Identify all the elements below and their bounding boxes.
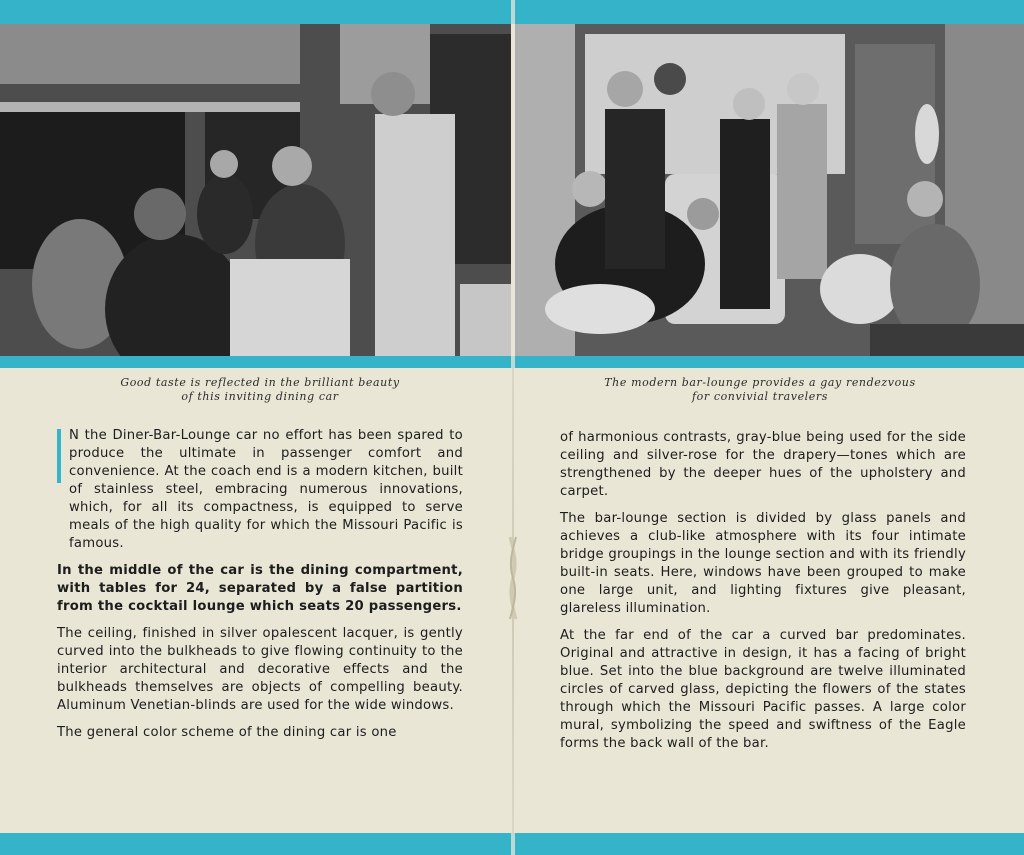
left-text-column xyxy=(57,427,463,751)
paragraph: The ceiling, finished in silver opalescent lacquer, is gently curved into the bulkheads to give flowing continuity to the interior architectural and decorative effects and the bulkheads themselves are objects of compelling beauty. Aluminum Venetian-blinds are used for the wide windows. xyxy=(57,626,463,713)
caption-line: for convivial travelers xyxy=(691,390,829,403)
caption-line: The modern bar-lounge provides a gay rendezvous xyxy=(604,376,916,389)
paragraph: In the middle of the car is the dining compartment, with tables for 24, separated by a false partition from the cocktail lounge which seats 20 passengers. xyxy=(57,563,463,614)
bar-lounge-caption xyxy=(545,376,975,404)
paragraph: The general color scheme of the dining car is one xyxy=(57,725,397,740)
caption-line: of this inviting dining car xyxy=(181,390,339,403)
right-text-column xyxy=(560,429,966,762)
bar-lounge-photo xyxy=(515,24,1024,356)
dining-car-photo xyxy=(0,24,511,356)
caption-line: Good taste is reflected in the brilliant beauty xyxy=(120,376,400,389)
paragraph: of harmonious contrasts, gray-blue being used for the side ceiling and silver-rose for the drapery—tones which are strengthened by the deeper hues of the upholstery and carpet. xyxy=(560,430,966,499)
dining-car-caption xyxy=(45,376,475,404)
paragraph: At the far end of the car a curved bar predominates. Original and attractive in design, it has a facing of bright blue. Set into the blue background are twelve illuminated circles of carved glass, depicting the flowers of the states through which the Missouri Pacific passes. A large color mural, symbolizing the speed and swiftness of the Eagle forms the back wall of the bar. xyxy=(560,628,966,751)
binding-string-icon xyxy=(505,535,521,621)
paragraph: N the Diner-Bar-Lounge car no effort has been spared to produce the ultimate in passenger comfort and convenience. At the coach end is a modern kitchen, built of stainless steel, embracing numerous innovations, which, for all its compactness, is equipped to serve meals of the high quality for which the Missouri Pacific is famous. xyxy=(57,427,463,553)
paragraph: The bar-lounge section is divided by glass panels and achieves a club-like atmosphere with its four intimate bridge groupings in the lounge section and with its friendly built-in seats. Here, windows have been grouped to make one large unit, and lighting fixtures give pleasant, glareless illumination. xyxy=(560,511,966,616)
